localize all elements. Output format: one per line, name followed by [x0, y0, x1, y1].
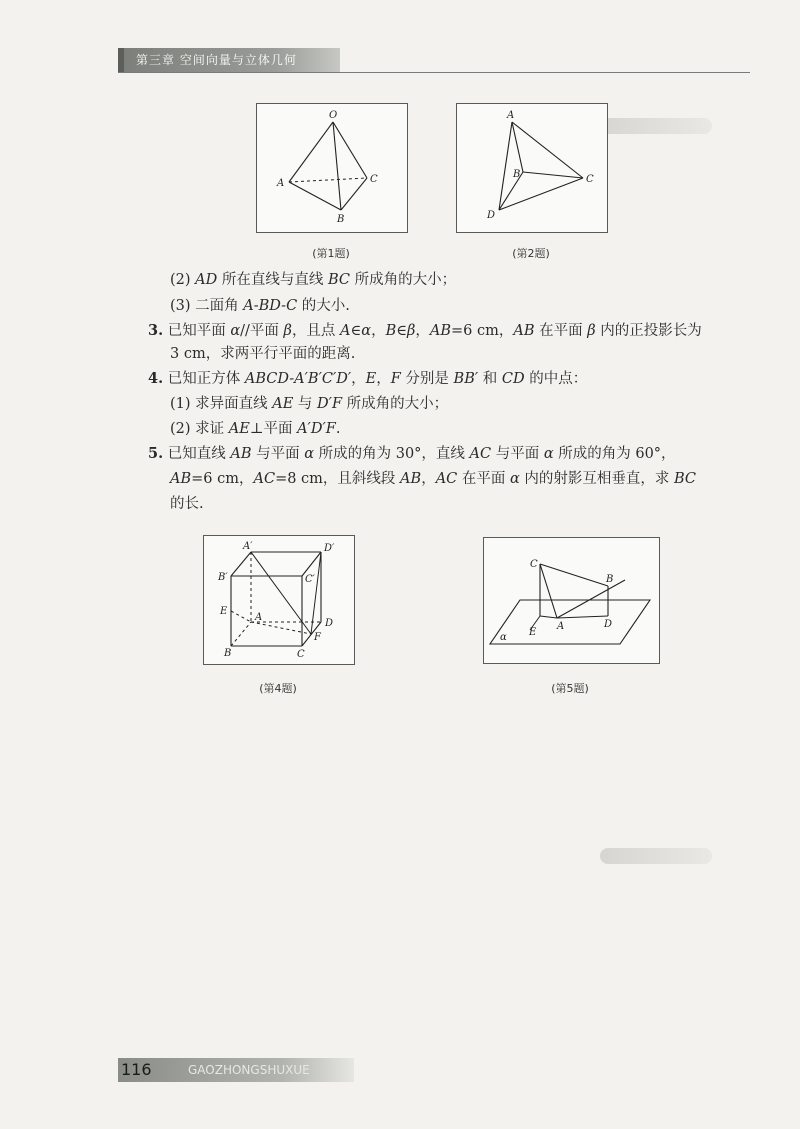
label-B: B [337, 214, 345, 225]
label-A: A [277, 178, 285, 189]
label-C: C [297, 649, 305, 660]
label-D: D [325, 618, 334, 629]
chapter-title: 第三章 空间向量与立体几何 [136, 53, 297, 67]
label-A-prime: A′ [243, 541, 253, 552]
label-B: B [606, 574, 614, 585]
label-B: B [224, 648, 232, 659]
figure-4-caption: (第4题) [259, 682, 297, 695]
figure-2 [456, 103, 608, 233]
label-D: D [487, 210, 496, 221]
header-rule [118, 72, 750, 73]
label-F: F [314, 632, 321, 643]
figure-4 [203, 535, 355, 665]
figure-5 [483, 537, 660, 664]
label-alpha: α [500, 632, 507, 643]
side-decoration [600, 848, 712, 864]
problem-4-part-1: (1) 求异面直线 AE 与 D′F 所成角的大小； [170, 396, 449, 412]
label-D-prime: D′ [324, 543, 335, 554]
label-B-prime: B′ [218, 572, 228, 583]
problem-4-part-2: (2) 求证 AE⊥平面 A′D′F. [170, 421, 341, 437]
label-C-prime: C′ [305, 574, 315, 585]
label-D: D [604, 619, 613, 630]
label-A: A [507, 110, 515, 121]
problem-2-part-2: (2) AD 所在直线与直线 BC 所成角的大小； [170, 272, 457, 288]
footer-brand: GAOZHONGSHUXUE [188, 1063, 310, 1077]
label-B: B [513, 169, 521, 180]
label-E: E [220, 606, 228, 617]
label-C: C [370, 174, 378, 185]
label-O: O [329, 110, 338, 121]
figure-5-caption: (第5题) [551, 682, 589, 695]
label-A: A [255, 612, 263, 623]
problem-5-line-3: 的长. [170, 496, 204, 512]
page-number: 116 [121, 1060, 152, 1079]
label-E: E [529, 627, 537, 638]
figure-1-caption: (第1题) [312, 247, 350, 260]
problem-3-line-1: 3. 已知平面 α//平面 β，且点 A∈α，B∈β，AB=6 cm，AB 在平面 β 内的正投影长为 [148, 322, 702, 339]
label-C: C [586, 174, 594, 185]
label-A: A [557, 621, 565, 632]
side-decoration [600, 118, 712, 134]
problem-5-line-2: AB=6 cm，AC=8 cm，且斜线段 AB，AC 在平面 α 内的射影互相垂直，求 BC [170, 471, 697, 487]
problem-4-line-1: 4. 已知正方体 ABCD-A′B′C′D′，E，F 分别是 BB′ 和 CD 的中点： [148, 370, 588, 387]
problem-3-line-2: 3 cm，求两平行平面的距离. [170, 346, 356, 362]
figure-1 [256, 103, 408, 233]
figure-2-caption: (第2题) [512, 247, 550, 260]
problem-2-part-3: (3) 二面角 A-BD-C 的大小. [170, 298, 350, 314]
label-C: C [530, 559, 538, 570]
problem-5-line-1: 5. 已知直线 AB 与平面 α 所成的角为 30°，直线 AC 与平面 α 所成的角为 60°， [148, 445, 676, 462]
